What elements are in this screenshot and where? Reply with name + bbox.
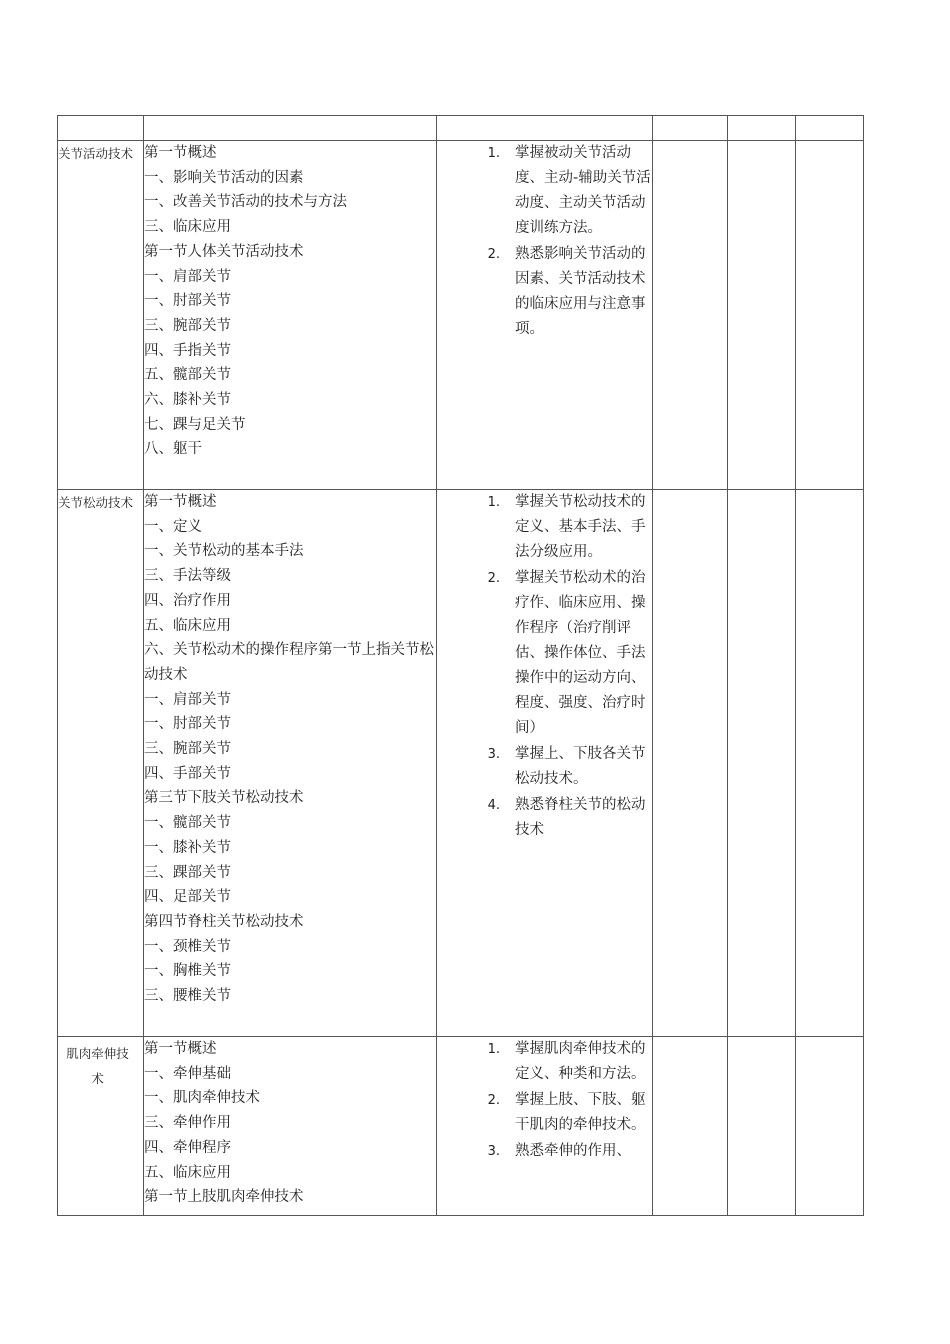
objective-text: 掌握上、下肢各关节松动技术。 [515,746,646,787]
objective-item [437,1139,652,1164]
topic-title: 关节活动技术 [58,141,144,490]
objectives-cell [437,1037,653,1216]
objective-number: 3. [487,1144,500,1159]
topic-content [144,490,437,1037]
content-line: 八、躯干 [144,441,202,458]
content-line: 一、髋部关节 [144,815,231,832]
content-line: 五、髋部关节 [144,367,231,384]
objective-item [437,1037,652,1087]
header-cell [144,116,437,141]
content-line: 一、影响关节活动的因素 [144,169,304,186]
content-line: 一、肘部关节 [144,293,231,310]
empty-cell [728,1037,796,1216]
content-line: 第一节概述 [144,494,217,510]
objective-number: 1. [487,146,500,161]
content-line: 第一节概述 [144,145,217,161]
header-cell [437,116,653,141]
topic-title: 肌肉牵伸技术 [58,1037,144,1216]
objective-text: 掌握被动关节活动度、主动-辅助关节活动度、主动关节活动度训练方法。 [515,145,651,236]
content-line: 一、颈椎关节 [144,938,231,955]
empty-cell [653,490,728,1037]
objective-number: 1. [487,1042,500,1057]
content-line: 第一节人体关节活动技术 [144,243,304,260]
objective-number: 2. [487,1093,500,1108]
topic-content [144,141,437,490]
header-cell [796,116,864,141]
content-line: 一、膝补关节 [144,839,231,856]
empty-cell [653,1037,728,1216]
content-line: 一、肘部关节 [144,716,231,733]
objectives-cell [437,490,653,1037]
table-row [58,1037,864,1216]
objective-item [437,242,652,342]
content-line: 四、治疗作用 [144,592,231,609]
content-line: 三、牵伸作用 [144,1115,231,1132]
content-line: 三、临床应用 [144,219,231,236]
objectives-cell [437,141,653,490]
topic-content [144,1037,437,1216]
table-row [58,490,864,1037]
content-line: 一、关节松动的基本手法 [144,543,304,560]
content-line: 一、胸椎关节 [144,963,231,980]
empty-cell [796,1037,864,1216]
objective-text: 掌握肌肉牵伸技术的定义、种类和方法。 [515,1041,646,1082]
content-line: 第三节下肢关节松动技术 [144,790,304,807]
empty-cell [796,490,864,1037]
header-cell [728,116,796,141]
objective-item [437,490,652,565]
content-line: 三、腕部关节 [144,741,231,758]
content-line: 三、腰椎关节 [144,988,231,1005]
objective-item [437,793,652,843]
content-line: 一、牵伸基础 [144,1065,231,1082]
syllabus-table [57,115,864,1216]
objective-text: 熟悉脊柱关节的松动技术 [515,797,646,838]
content-line: 三、踝部关节 [144,864,231,881]
objective-text: 掌握关节松动术的治疗作、临床应用、操作程序（治疗削评估、操作体位、手法操作中的运动方向、程度、强度、治疗时间） [515,570,646,736]
objective-text: 掌握关节松动技术的定义、基本手法、手法分级应用。 [515,494,646,560]
objective-number: 2. [487,571,500,586]
header-cell [58,116,144,141]
content-line: 四、手部关节 [144,765,231,782]
content-line: 五、临床应用 [144,1164,231,1181]
content-line: 四、足部关节 [144,889,231,906]
objective-text: 掌握上肢、下肢、躯干肌肉的牵伸技术。 [515,1092,646,1133]
objective-number: 3. [487,747,500,762]
objective-item [437,566,652,741]
content-line: 四、手指关节 [144,342,231,359]
content-line: 第一节上肢肌肉牵伸技术 [144,1189,304,1206]
empty-cell [728,141,796,490]
empty-cell [653,141,728,490]
content-line: 七、踝与足关节 [144,416,246,433]
objective-number: 2. [487,247,500,262]
content-line: 第一节概述 [144,1041,217,1057]
header-cell [653,116,728,141]
content-line: 一、改善关节活动的技术与方法 [144,194,347,211]
content-line: 六、关节松动术的操作程序第一节上指关节松动技术 [144,642,434,683]
content-line: 五、临床应用 [144,617,231,634]
content-line: 三、腕部关节 [144,317,231,334]
table-row [58,141,864,490]
objective-text: 熟悉影响关节活动的因素、关节活动技术的临床应用与注意事项。 [515,246,646,337]
content-line: 第四节脊柱关节松动技术 [144,913,304,930]
empty-cell [796,141,864,490]
topic-title: 关节松动技术 [58,490,144,1037]
objective-number: 4. [487,798,500,813]
objective-number: 1. [487,495,500,510]
content-line: 四、牵伸程序 [144,1139,231,1156]
content-line: 一、肌肉牵伸技术 [144,1090,260,1107]
content-line: 一、定义 [144,518,202,535]
content-line: 一、肩部关节 [144,268,231,285]
objective-item [437,1088,652,1138]
content-line: 一、肩部关节 [144,691,231,708]
table-header-row [58,116,864,141]
objective-text: 熟悉牵伸的作用、 [515,1143,631,1159]
objective-item [437,141,652,241]
content-line: 三、手法等级 [144,568,231,585]
content-line: 六、膝补关节 [144,392,231,409]
objective-item [437,742,652,792]
empty-cell [728,490,796,1037]
